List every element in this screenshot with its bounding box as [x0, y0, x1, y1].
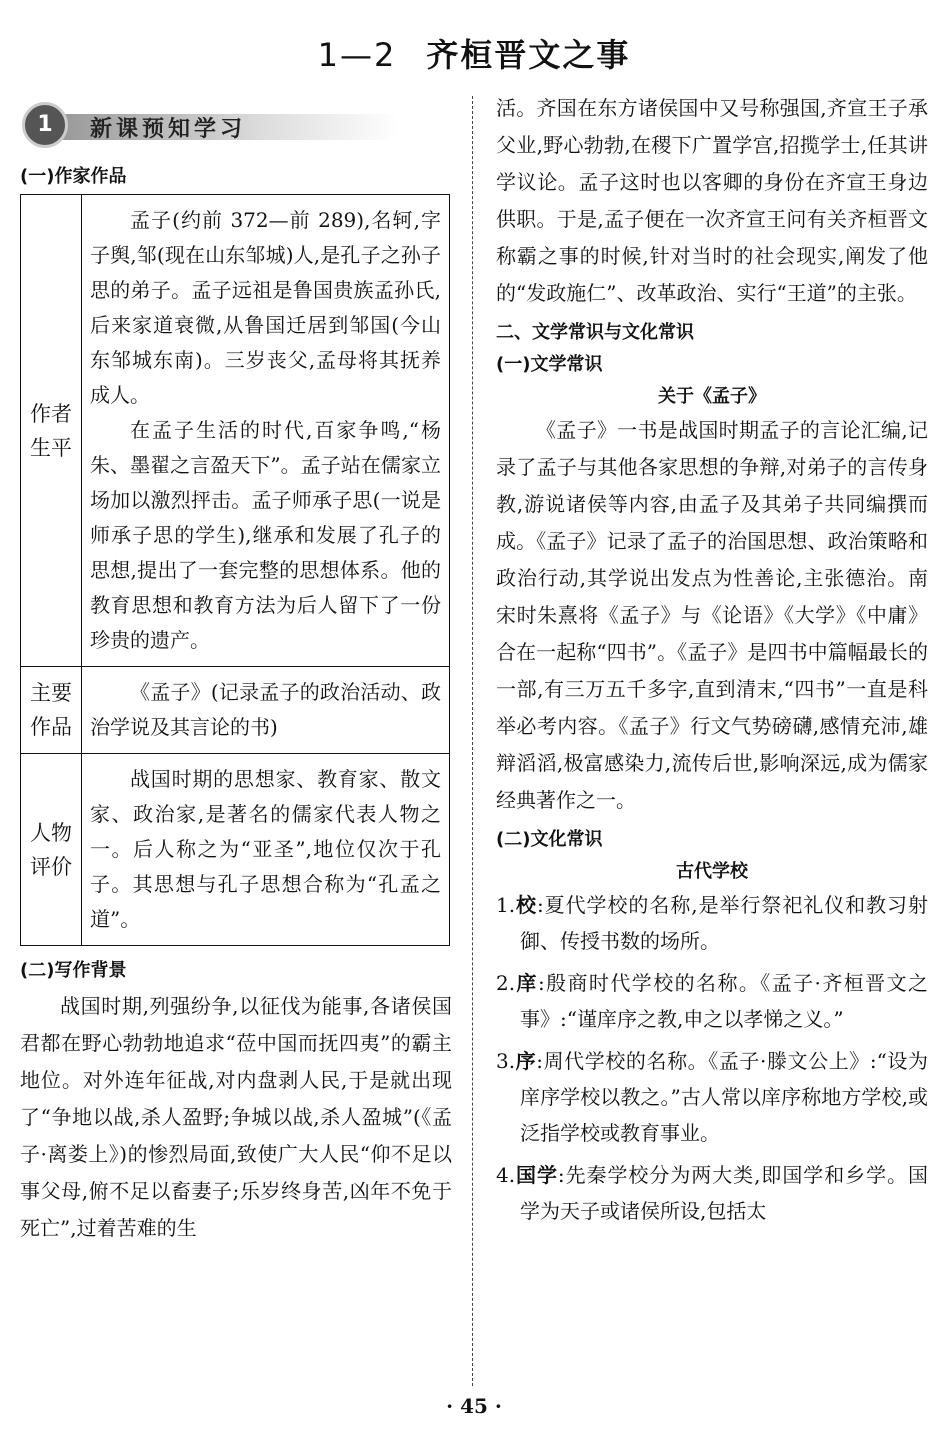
table-row — [21, 754, 450, 946]
culture-title: 古代学校 — [676, 861, 748, 882]
paragraph: 在孟子生活的时代,百家争鸣,“杨朱、墨翟之言盈天下”。孟子站在儒家立场加以激烈抨击。孟子师承子思(一说是师承子思的学生),继承和发展了孔子的思想,提出了一套完整的思想体系。他的教育思想和教育方法为后人留下了一份珍贵的遗产。 — [90, 418, 441, 652]
row-label: 人物评价 — [21, 754, 82, 946]
lesson-number: 1—2 — [317, 36, 397, 74]
section2-heading: (二)写作背景 — [20, 960, 127, 981]
banner-number-icon: 1 — [22, 102, 68, 148]
row-content — [82, 667, 450, 754]
section-banner — [20, 98, 452, 154]
background-text-continued: 活。齐国在东方诸侯国中又号称强国,齐宣王子承父业,野心勃勃,在稷下广置学宫,招揽学士,任其讲学议论。孟子这时也以客卿的身份在齐宣王身边供职。于是,孟子便在一次齐宣王问有关齐桓晋文称霸之事的时候,针对当时的社会现实,阐发了他的“发政施仁”、改革政治、实行“王道”的主张。 — [496, 96, 928, 305]
item-term: 庠 — [515, 971, 538, 995]
lit-heading: (一)文学常识 — [496, 354, 603, 375]
row-content — [82, 195, 450, 667]
item-term: 校 — [515, 893, 537, 917]
school-list — [496, 887, 928, 1229]
list-item — [496, 887, 928, 959]
item-number: 3. — [496, 1049, 516, 1073]
left-column — [20, 98, 452, 1247]
row-label: 主要作品 — [21, 667, 82, 754]
part2-heading: 二、文学常识与文化常识 — [496, 322, 694, 343]
list-item — [496, 1043, 928, 1151]
item-text: :先秦学校分为两大类,即国学和乡学。国学为天子或诸侯所设,包括太 — [520, 1163, 928, 1223]
item-number: 1. — [496, 893, 516, 917]
background-text: 战国时期,列强纷争,以征伐为能事,各诸侯国君都在野心勃勃地追求“莅中国而抚四夷”的霸主地位。对外连年征战,对内盘剥人民,于是就出现了“争地以战,杀人盈野;争城以战,杀人盈城”(《孟子·离娄上》)的惨烈局面,致使广大人民“仰不足以事父母,俯不足以畜妻子;乐岁终身苦,凶年不免于死亡”,过着苦难的生 — [20, 994, 452, 1240]
item-number: 2. — [496, 971, 516, 995]
item-text: :周代学校的名称。《孟子·滕文公上》:“设为庠序学校以教之。”古人常以庠序称地方学校,或泛指学校或教育事业。 — [520, 1049, 929, 1145]
banner-text: 新课预知学习 — [90, 116, 247, 142]
paragraph: 《孟子》(记录孟子的政治活动、政治学说及其言论的书) — [90, 680, 441, 739]
right-column — [496, 90, 928, 1235]
list-item — [496, 1157, 928, 1229]
row-content — [82, 754, 450, 946]
page-title — [0, 30, 948, 76]
list-item — [496, 965, 928, 1037]
item-text: :殷商时代学校的名称。《孟子·齐桓晋文之事》:“谨庠序之教,申之以孝悌之义。” — [520, 971, 928, 1031]
table-row — [21, 667, 450, 754]
item-number: 4. — [496, 1163, 516, 1187]
paragraph: 孟子(约前 372—前 289),名轲,字子舆,邹(现在山东邹城)人,是孔子之孙子思的弟子。孟子远祖是鲁国贵族孟孙氏,后来家道衰微,从鲁国迁居到邹国(今山东邹城东南)。三岁丧父,孟母将其抚养成人。 — [90, 208, 441, 407]
item-text: :夏代学校的名称,是举行祭祀礼仪和教习射御、传授书数的场所。 — [520, 893, 928, 953]
lesson-title: 齐桓晋文之事 — [426, 36, 631, 74]
item-term: 序 — [515, 1049, 537, 1073]
lit-title: 关于《孟子》 — [658, 386, 766, 407]
culture-heading: (二)文化常识 — [496, 829, 603, 850]
row-label: 作者生平 — [21, 195, 82, 667]
item-term: 国学 — [515, 1163, 558, 1187]
author-table — [20, 194, 450, 946]
lit-text: 《孟子》一书是战国时期孟子的言论汇编,记录了孟子与其他各家思想的争辩,对弟子的言传身教,游说诸侯等内容,由孟子及其弟子共同编撰而成。《孟子》记录了孟子的治国思想、政治策略和政治行动,其学说出发点为性善论,主张德治。南宋时朱熹将《孟子》与《论语》《大学》《中庸》合在一起称“四书”。《孟子》是四书中篇幅最长的一部,有三万五千多字,直到清末,“四书”一直是科举必考内容。《孟子》行文气势磅礴,感情充沛,雄辩滔滔,极富感染力,流传后世,影响深远,成为儒家经典著作之一。 — [496, 418, 928, 812]
table-row — [21, 195, 450, 667]
page-number: · 45 · — [446, 1394, 502, 1418]
paragraph: 战国时期的思想家、教育家、散文家、政治家,是著名的儒家代表人物之一。后人称之为“亚圣”,地位仅次于孔子。其思想与孔子思想合称为“孔孟之道”。 — [90, 767, 441, 931]
section1-heading: (一)作家作品 — [20, 166, 127, 187]
column-divider — [472, 96, 473, 1386]
